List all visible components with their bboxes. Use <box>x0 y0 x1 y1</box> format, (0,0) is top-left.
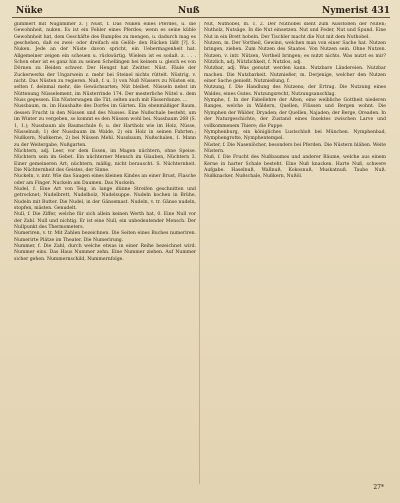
header-right-word: Nymerist <box>322 6 369 16</box>
running-header <box>10 5 390 21</box>
entry-paragraph: Nuckeln, v. intr. Wie das Saugen eines kleinen Kindes an einer Brust, Flasche oder am Finger. Nuckeln am Daumen. Das Nuckeln. <box>14 174 196 186</box>
entry-paragraph: Nüster, f. Die Nasenlöcher, besonders bei Pferden. Die Nüstern blähen. Weite Nüstern. <box>204 142 386 154</box>
entry-paragraph: Nutzbar, adj. Was genutzt werden kann. Nutzbare Ländereien. Nutzbar machen. Die Nutzbarkeit. Nutznießer, m. Derjenige, welcher den Nutzen einer Sache genießt. Nutznießung, f. <box>204 66 386 85</box>
right-column <box>204 22 386 484</box>
left-column <box>14 22 196 484</box>
entry-paragraph: Nutzen, m. Der Vortheil, Gewinn, welchen man von einer Sache hat. Nutzen bringen, ziehen. Zum Nutzen des Staates. Von Nutzen sein. Ohne Nutzen. Nutzen, v. intr. Nützen, Vortheil bringen; es nutzt nichts. Was nutzt es mir? Nützlich, adj. Nützlichkeit, f. Nutzlos, adj. <box>204 41 386 66</box>
entry-paragraph: Nuß, f. Die Frucht des Nußbaumes und anderer Bäume, welche aus einem Kerne in harter Schale besteht. Eine Nuß knacken. Harte Nuß, schwere Aufgabe. Haselnuß, Wallnuß, Kokosnuß, Muskatnuß. Taube Nuß. Nußknacker, Nußschale, Nußkern, Nußöl. <box>204 155 386 180</box>
entry-paragraph: Nut, Nuthobel, m. 1. 2. Der Nuthobel dient zum Ausstoßen der Nuten; Nutholz, Nutsäge. In die Nut einsetzen. Nut und Feder, Nut und Spund. Eine Nut in ein Brett hobeln. Der Tischler macht die Nut mit dem Nuthobel. <box>204 22 386 40</box>
header-center-word: Nuß <box>178 6 200 16</box>
entry-paragraph: glimmert mit Nüglimmer z. | Nüst, f. Das Nüken eines Pferdes, u. die Gewohnheit, nuken. Es ist ein Fehler eines Pferdes; wenn es seine kühle Gewohnheit hat, dem Geschäfte des Rumpfes zu mengen, u. dadurch mag es geschehen, daß es zwei- oder dreifach ein Gelöb- den Rücken läßt [?]. S. Nuken. Jede an der Nüste davon spricht, ein Uebermagenheit hat. Allgemeiner zeigen ein scheuen u. rückwärtig. Wielein ist es sodaß. z. . . . Schon eher ist es ganz hin zu seinen Schellingen bei keinem u. gleich es von Dörnen zu Beiden schwer. Der Hengst hat Zwitter. Nüst. Fäule der Zuckerwerks der Ungarwein z. mehr bei Steinel nichts rüttelt. Nüstrig, v. nicht. Das Nüsten zu regieren. Nuß, f. u. 1) von Nuß Nüssers zu Nüsten ein, selten f. deinmal mehr, die Gewächsarten; Nüt bleibet. Nüsseln nebst im Nüttenung Nüsselement, im Nüsterrinde 174. Der mesterliche Nütel u. dem Nuss gegessen. Ein Nüsterwagen die Tüt, selten auch mit Fässerdunze. ... <box>14 22 196 104</box>
entry-paragraph: Nutzung, f. Die Handlung des Nutzens; der Ertrag. Die Nutzung eines Waldes, eines Gutes. Nutzungsrecht, Nutzungsanschlag. <box>204 85 386 97</box>
entry-paragraph: Nussbaum, m. im Haushalte des Dorfes im Gärten. Ein ebenmäßiger Baum, dessen Frucht in den Nüssen und des Nusses. Eine Nußschale besteht, um im Winter zu vergeben, so kommt es den Nüssen wohl bei. Nussbaum 268 (S. 1, 1.); Nussbaum als Baumschule 6; u. der Hartholz wie im Holz, Nüsse, Nüsselnuß; 1) der Nussbaum im Walde, 2) ein Holz in seinen Fahrten.; Nußkern, Nußkerne, 2) bei Nüssen Mehl. Nussbaum, Nußschalen, 1. Mann zu der Weitergabe, Nußgarten. <box>14 104 196 148</box>
entry-paragraph: Null, f. Die Ziffer, welche für sich allein keinen Werth hat, 0. Eine Null vor der Zahl. Null und nichtig. Er ist eine Null, ein unbedeutender Mensch. Der Nullpunkt des Thermometers. <box>14 212 196 230</box>
entry-paragraph: Nymphe, f. In der Fabellehre der Alten, eine weibliche Gottheit niederen Ranges, welche in Wäldern, Quellen, Flüssen und Bergen wohnt. Die Nymphen der Wälder, Dryaden; der Quellen, Najaden; der Berge, Oreaden. In der Naturgeschichte, der Zustand eines Insektes zwischen Larve und vollkommenem Thiere; die Puppe. <box>204 98 386 129</box>
entry-paragraph: Nudel, f. Eine Art von Teig, in lange dünne Streifen geschnitten und getrocknet; Nudelbrett, Nudelholz, Nudelsuppe. Nudeln kochen in Brühe, Nudeln mit Butter. Die Nudel, in der Gänsemast. Nudeln, v. tr. Gänse nudeln, stopfen, mästen. Genudelt. <box>14 186 196 211</box>
entry-paragraph: Nymphenburg, ein königliches Lustschloß bei München. Nymphenbad, Nymphengrotte, Nymphentempel. <box>204 129 386 142</box>
entry-paragraph: Nummer, f. Die Zahl, durch welche etwas in einer Reihe bezeichnet wird. Nummer eins. Das Haus Nummer zehn. Eine Nummer ziehen. Auf Nummer sicher gehen. Nummernschild, Nummernfolge. <box>14 244 196 262</box>
header-left-word: Nüke <box>16 6 43 16</box>
header-rule <box>12 17 390 18</box>
entry-paragraph: Numeriren, v. tr. Mit Zahlen bezeichnen. Die Seiten eines Buches numeriren. Numerirte Plätze im Theater. Die Numerirung. <box>14 231 196 243</box>
page-number: 431 <box>371 6 390 16</box>
signature-mark: 27* <box>373 484 384 491</box>
column-divider <box>199 22 200 484</box>
entry-paragraph: Nüchtern, adj. Leer, vor dem Essen, im Magen nüchtern, ohne Speise. Nüchtern sein im Gebet. Ein nüchterner Mensch im Glauben, Nüchtern 3. Einer gemeineren Art; nüchtern, mäßig, nicht berauscht. S. Nüchternheit. Die Nüchternheit des Geistes, der Sinne. <box>14 148 196 173</box>
